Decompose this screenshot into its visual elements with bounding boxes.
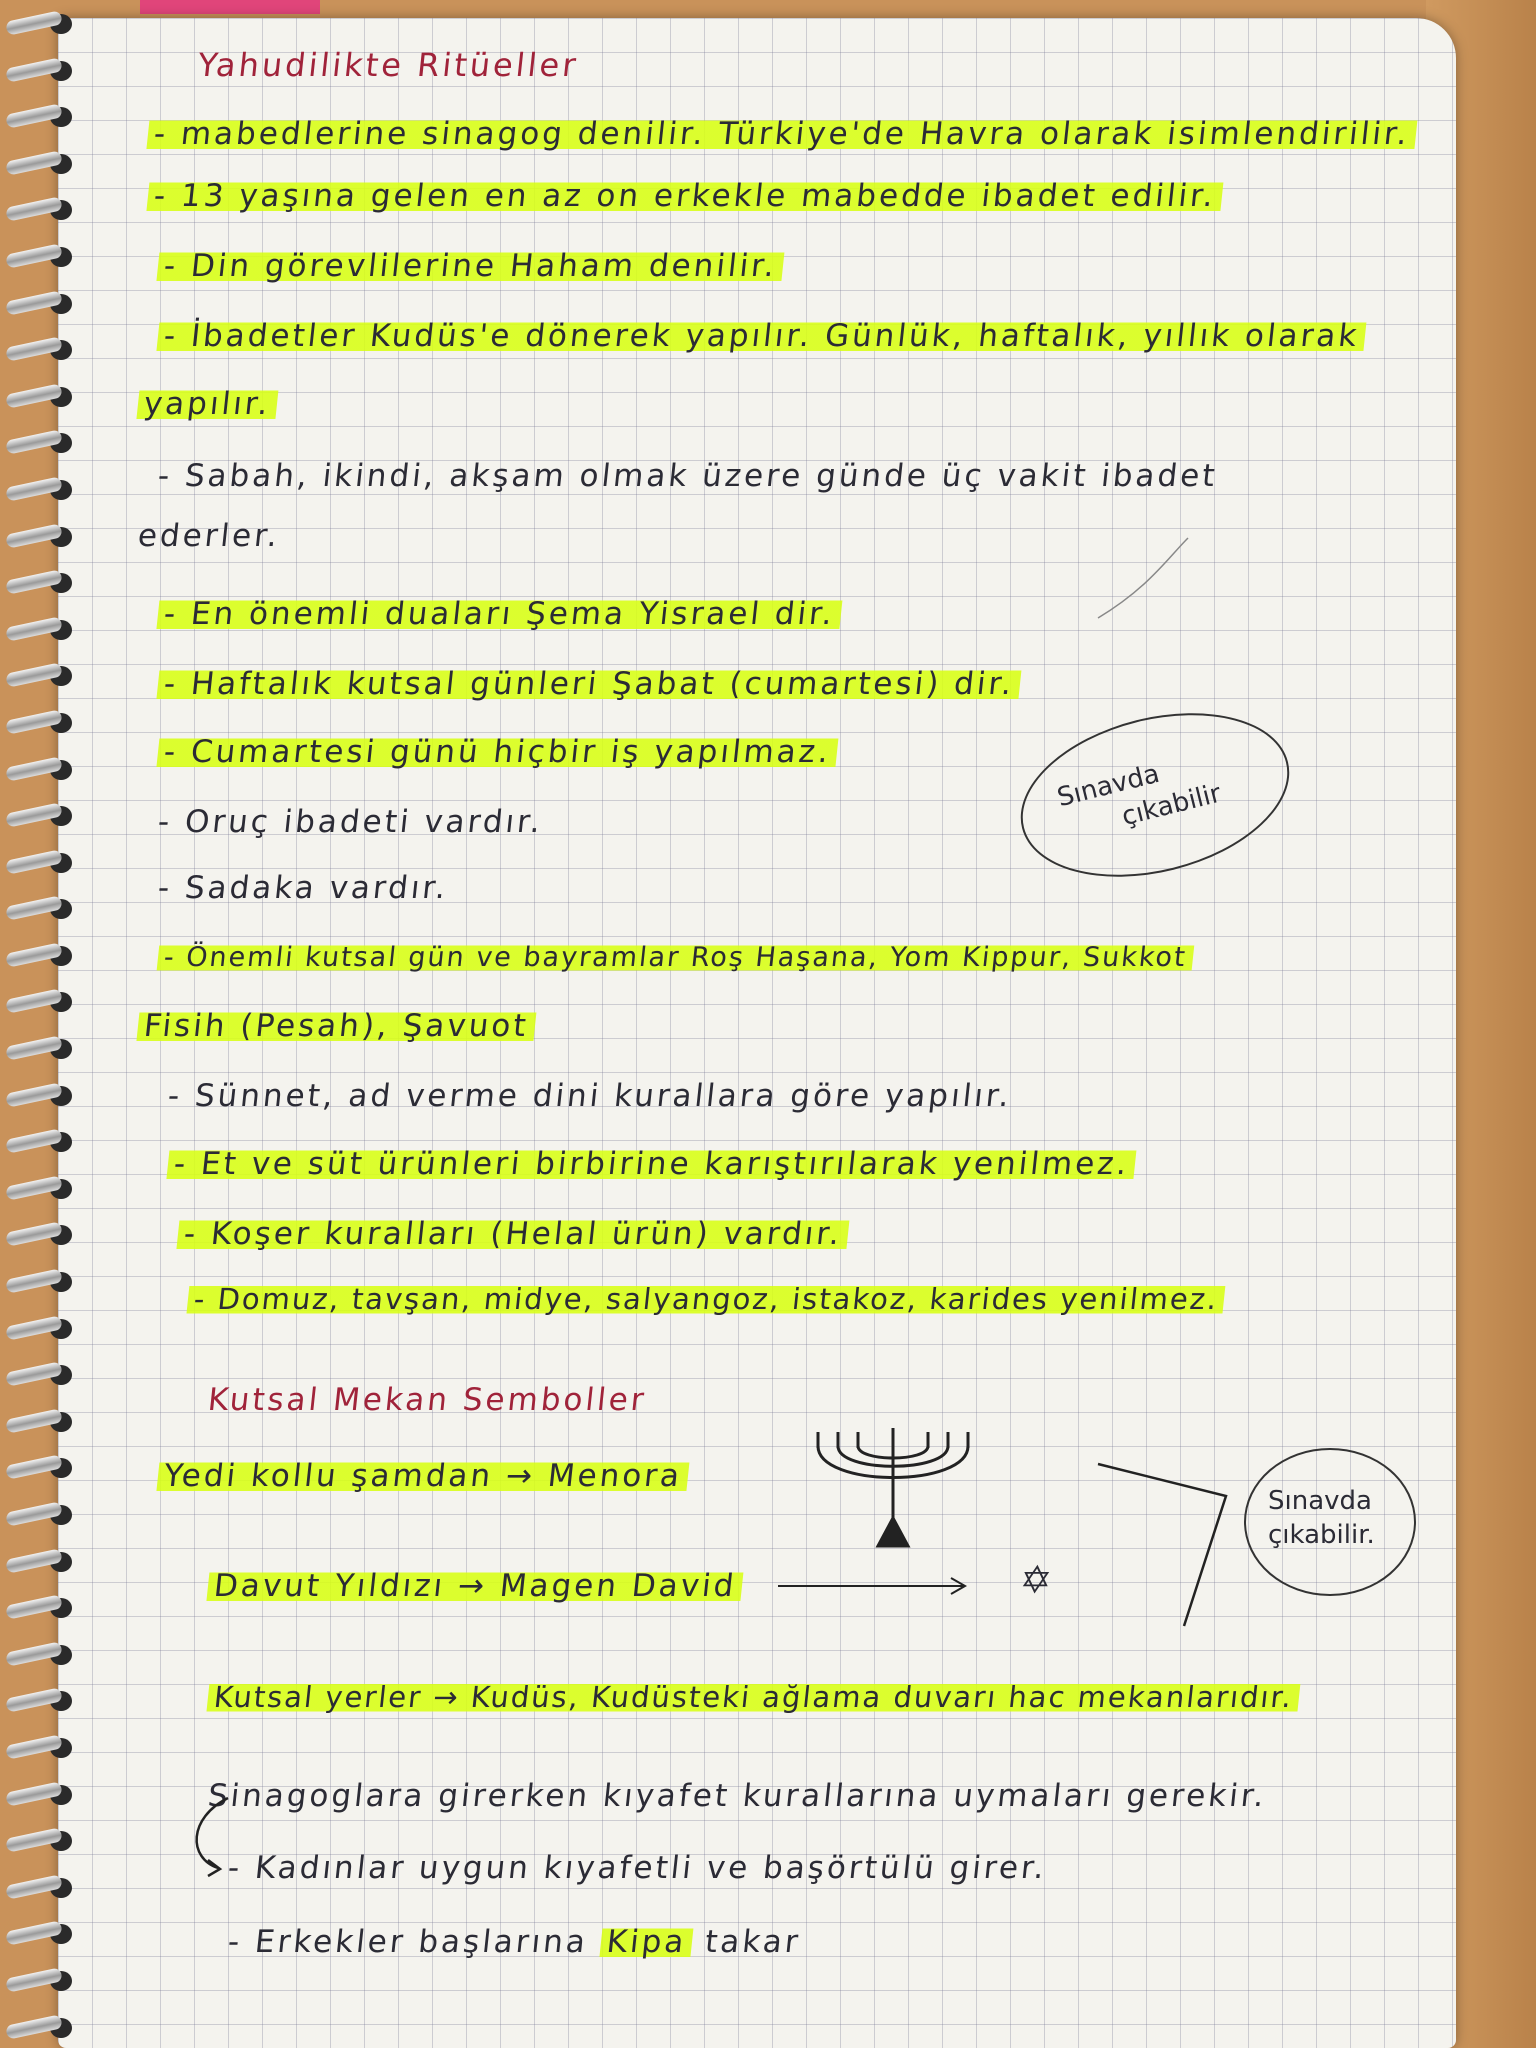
exam-note-bubble-2: Sınavda çıkabilir. [1244, 1448, 1416, 1596]
notebook-cover [140, 0, 320, 14]
spiral-ring [6, 988, 66, 1014]
ritual-line-17: - Koşer kuralları (Helal ürün) vardır. [176, 1216, 850, 1252]
spiral-ring [6, 429, 66, 455]
spiral-ring [6, 569, 66, 595]
spiral-ring [6, 1687, 66, 1713]
holy-places-line: Kutsal yerler → Kudüs, Kudüsteki ağlama duvarı hac mekanlarıdır. [206, 1680, 1301, 1714]
spiral-ring [6, 336, 66, 362]
curved-arrow [197, 1798, 228, 1876]
ritual-line-1: - mabedlerine sinagog denilir. Türkiye'de Havra olarak isimlendirilir. [146, 116, 1418, 152]
bracket-to-note [1098, 1464, 1226, 1626]
spiral-ring [6, 1454, 66, 1480]
ritual-line-8: - En önemli duaları Şema Yisrael dir. [156, 596, 843, 632]
ritual-line-16: - Et ve süt ürünleri birbirine karıştırılarak yenilmez. [166, 1146, 1137, 1182]
spiral-ring [6, 523, 66, 549]
ritual-line-10: - Cumartesi günü hiçbir iş yapılmaz. [156, 734, 839, 770]
ritual-line-7: ederler. [136, 518, 282, 554]
ritual-line-5: yapılır. [136, 386, 278, 422]
symbols-heading: Kutsal Mekan Semboller [206, 1382, 649, 1418]
drawings-layer [58, 18, 1456, 2048]
ritual-line-4: - İbadetler Kudüs'e dönerek yapılır. Günlük, haftalık, yıllık olarak [156, 318, 1367, 354]
ritual-line-12: - Sadaka vardır. [156, 870, 451, 906]
ritual-line-9: - Haftalık kutsal günleri Şabat (cumartesi) dir. [156, 666, 1022, 702]
spiral-ring [6, 1781, 66, 1807]
ritual-line-14: Fisih (Pesah), Şavuot [136, 1008, 536, 1044]
exam-note-bubble-1: Sınavda çıkabilir [1003, 687, 1306, 903]
spiral-ring [6, 1827, 66, 1853]
spiral-ring [6, 150, 66, 176]
ritual-line-13: - Önemli kutsal gün ve bayramlar Roş Haşana, Yom Kippur, Sukkot [156, 942, 1194, 973]
spiral-ring [6, 103, 66, 129]
ritual-line-6: - Sabah, ikindi, akşam olmak üzere günde üç vakit ibadet [156, 458, 1220, 494]
spiral-ring [6, 1035, 66, 1061]
spiral-ring [6, 1734, 66, 1760]
spiral-ring [6, 1082, 66, 1108]
spiral-ring [6, 1268, 66, 1294]
ritual-line-11: - Oruç ibadeti vardır. [156, 804, 545, 840]
spiral-ring [6, 709, 66, 735]
ritual-line-15: - Sünnet, ad verme dini kurallara göre yapılır. [166, 1078, 1014, 1114]
spiral-ring [6, 802, 66, 828]
magen-david-line: Davut Yıldızı → Magen David [206, 1568, 744, 1604]
page-title: Yahudilikte Ritüeller [196, 46, 581, 84]
spiral-ring [6, 1920, 66, 1946]
ritual-line-3: - Din görevlilerine Haham denilir. [156, 248, 785, 284]
arrow-to-star [778, 1578, 965, 1594]
spiral-ring [6, 1967, 66, 1993]
synagogue-intro: Sinagoglara girerken kıyafet kurallarına uymaları gerekir. [206, 1778, 1269, 1814]
spiral-ring [6, 942, 66, 968]
synagogue-men: - Erkekler başlarına Kipa takar [226, 1924, 803, 1960]
spiral-binding [6, 10, 86, 2040]
ritual-line-2: - 13 yaşına gelen en az on erkekle mabedde ibadet edilir. [146, 178, 1224, 214]
spiral-ring [6, 57, 66, 83]
spiral-ring [6, 1361, 66, 1387]
spiral-ring [6, 1408, 66, 1434]
spiral-ring [6, 476, 66, 502]
spiral-ring [6, 1221, 66, 1247]
spiral-ring [6, 1641, 66, 1667]
ritual-line-18: - Domuz, tavşan, midye, salyangoz, istakoz, karides yenilmez. [186, 1282, 1226, 1316]
spiral-ring [6, 616, 66, 642]
spiral-ring [6, 243, 66, 269]
spiral-ring [6, 895, 66, 921]
spiral-ring [6, 1594, 66, 1620]
spiral-ring [6, 1874, 66, 1900]
spiral-ring [6, 290, 66, 316]
spiral-ring [6, 662, 66, 688]
pencil-stroke [1098, 538, 1188, 618]
spiral-ring [6, 1548, 66, 1574]
spiral-ring [6, 196, 66, 222]
synagogue-women: - Kadınlar uygun kıyafetli ve başörtülü girer. [226, 1850, 1049, 1886]
spiral-ring [6, 383, 66, 409]
star-of-david-icon: ✡ [1017, 1558, 1058, 1602]
spiral-ring [6, 1175, 66, 1201]
spiral-ring [6, 849, 66, 875]
spiral-ring [6, 1315, 66, 1341]
spiral-ring [6, 1128, 66, 1154]
spiral-ring [6, 10, 66, 36]
spiral-ring [6, 1501, 66, 1527]
menorah-line: Yedi kollu şamdan → Menora [156, 1458, 690, 1494]
spiral-ring [6, 756, 66, 782]
menorah-icon [818, 1428, 968, 1546]
notebook-page [58, 18, 1456, 2048]
spiral-ring [6, 2014, 66, 2040]
